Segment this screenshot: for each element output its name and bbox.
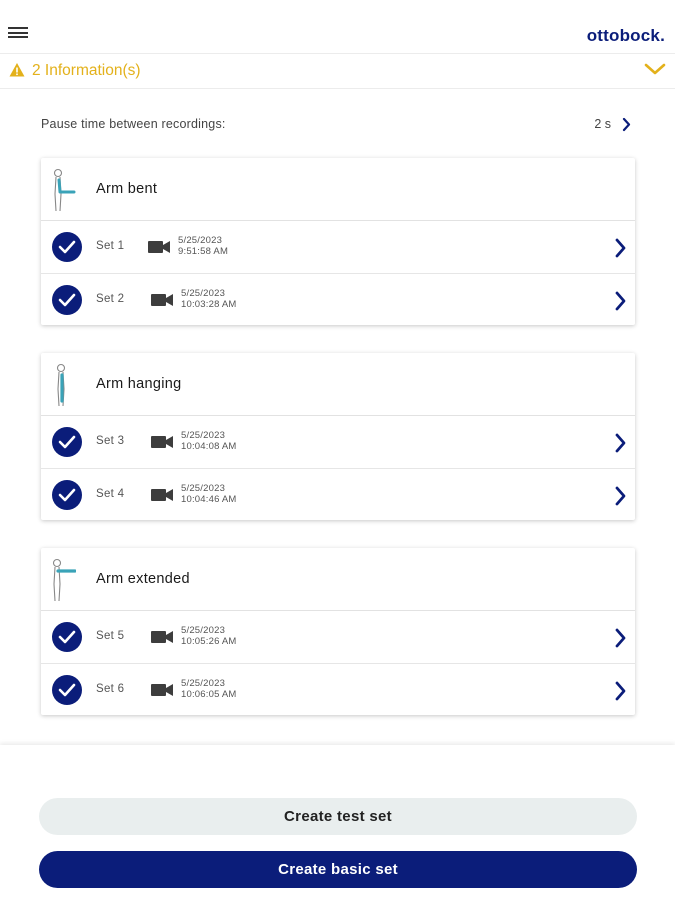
recording-time: 9:51:58 AM — [178, 246, 229, 257]
set-row-4[interactable] — [41, 468, 635, 520]
hamburger-menu-icon[interactable] — [8, 27, 30, 43]
recording-date: 5/25/2023 — [181, 288, 226, 299]
group-header — [41, 548, 635, 611]
chevron-right-icon — [622, 117, 631, 132]
check-circle-icon — [52, 232, 82, 262]
check-circle-icon — [52, 622, 82, 652]
recording-date: 5/25/2023 — [178, 235, 223, 246]
video-camera-icon — [151, 488, 173, 502]
set-row-6[interactable] — [41, 663, 635, 715]
recording-group-arm-hanging — [41, 353, 635, 520]
recording-date: 5/25/2023 — [181, 678, 226, 689]
recording-datetime — [181, 483, 237, 505]
chevron-right-icon — [614, 238, 626, 258]
set-label: Set 5 — [96, 630, 125, 642]
recording-date: 5/25/2023 — [181, 483, 226, 494]
set-label: Set 1 — [96, 240, 125, 252]
pause-time-label: Pause time between recordings: — [41, 117, 226, 131]
recording-time: 10:06:05 AM — [181, 689, 237, 700]
chevron-right-icon — [614, 628, 626, 648]
pause-time-setting[interactable] — [41, 113, 635, 137]
pause-time-value: 2 s — [594, 117, 611, 131]
chevron-right-icon — [614, 291, 626, 311]
video-camera-icon — [151, 683, 173, 697]
check-circle-icon — [52, 427, 82, 457]
set-row-2[interactable] — [41, 273, 635, 325]
set-row-1[interactable] — [41, 221, 635, 273]
group-title: Arm bent — [96, 181, 158, 197]
arm-bent-figure-icon — [50, 168, 76, 213]
recording-group-arm-extended — [41, 548, 635, 715]
top-app-bar — [0, 0, 675, 54]
check-circle-icon — [52, 675, 82, 705]
chevron-right-icon — [614, 681, 626, 701]
arm-hanging-figure-icon — [50, 363, 76, 408]
group-header — [41, 353, 635, 416]
recording-time: 10:04:08 AM — [181, 441, 237, 452]
recording-date: 5/25/2023 — [181, 430, 226, 441]
chevron-right-icon — [614, 433, 626, 453]
set-label: Set 6 — [96, 683, 125, 695]
recording-datetime — [178, 235, 228, 257]
recording-group-arm-bent — [41, 158, 635, 325]
video-camera-icon — [148, 240, 170, 254]
ottobock-logo: ottobock. — [586, 26, 665, 45]
set-label: Set 3 — [96, 435, 125, 447]
chevron-down-icon[interactable] — [644, 62, 666, 76]
recording-time: 10:05:26 AM — [181, 636, 237, 647]
set-row-5[interactable] — [41, 611, 635, 663]
recording-datetime — [181, 430, 237, 452]
warning-triangle-icon — [9, 62, 25, 78]
bottom-action-panel — [0, 745, 675, 900]
chevron-right-icon — [614, 486, 626, 506]
set-label: Set 2 — [96, 293, 125, 305]
check-circle-icon — [52, 480, 82, 510]
arm-extended-figure-icon — [50, 558, 76, 603]
video-camera-icon — [151, 293, 173, 307]
set-label: Set 4 — [96, 488, 125, 500]
create-test-set-button[interactable]: Create test set — [39, 798, 637, 835]
video-camera-icon — [151, 435, 173, 449]
recording-time: 10:03:28 AM — [181, 299, 237, 310]
set-row-3[interactable] — [41, 416, 635, 468]
recording-time: 10:04:46 AM — [181, 494, 237, 505]
create-basic-set-button[interactable]: Create basic set — [39, 851, 637, 888]
group-header — [41, 158, 635, 221]
recording-datetime — [181, 678, 237, 700]
video-camera-icon — [151, 630, 173, 644]
recording-datetime — [181, 625, 237, 647]
check-circle-icon — [52, 285, 82, 315]
recording-datetime — [181, 288, 237, 310]
group-title: Arm extended — [96, 571, 190, 587]
information-count-text: 2 Information(s) — [32, 62, 141, 79]
information-bar[interactable] — [0, 55, 675, 89]
group-title: Arm hanging — [96, 376, 182, 392]
recording-date: 5/25/2023 — [181, 625, 226, 636]
